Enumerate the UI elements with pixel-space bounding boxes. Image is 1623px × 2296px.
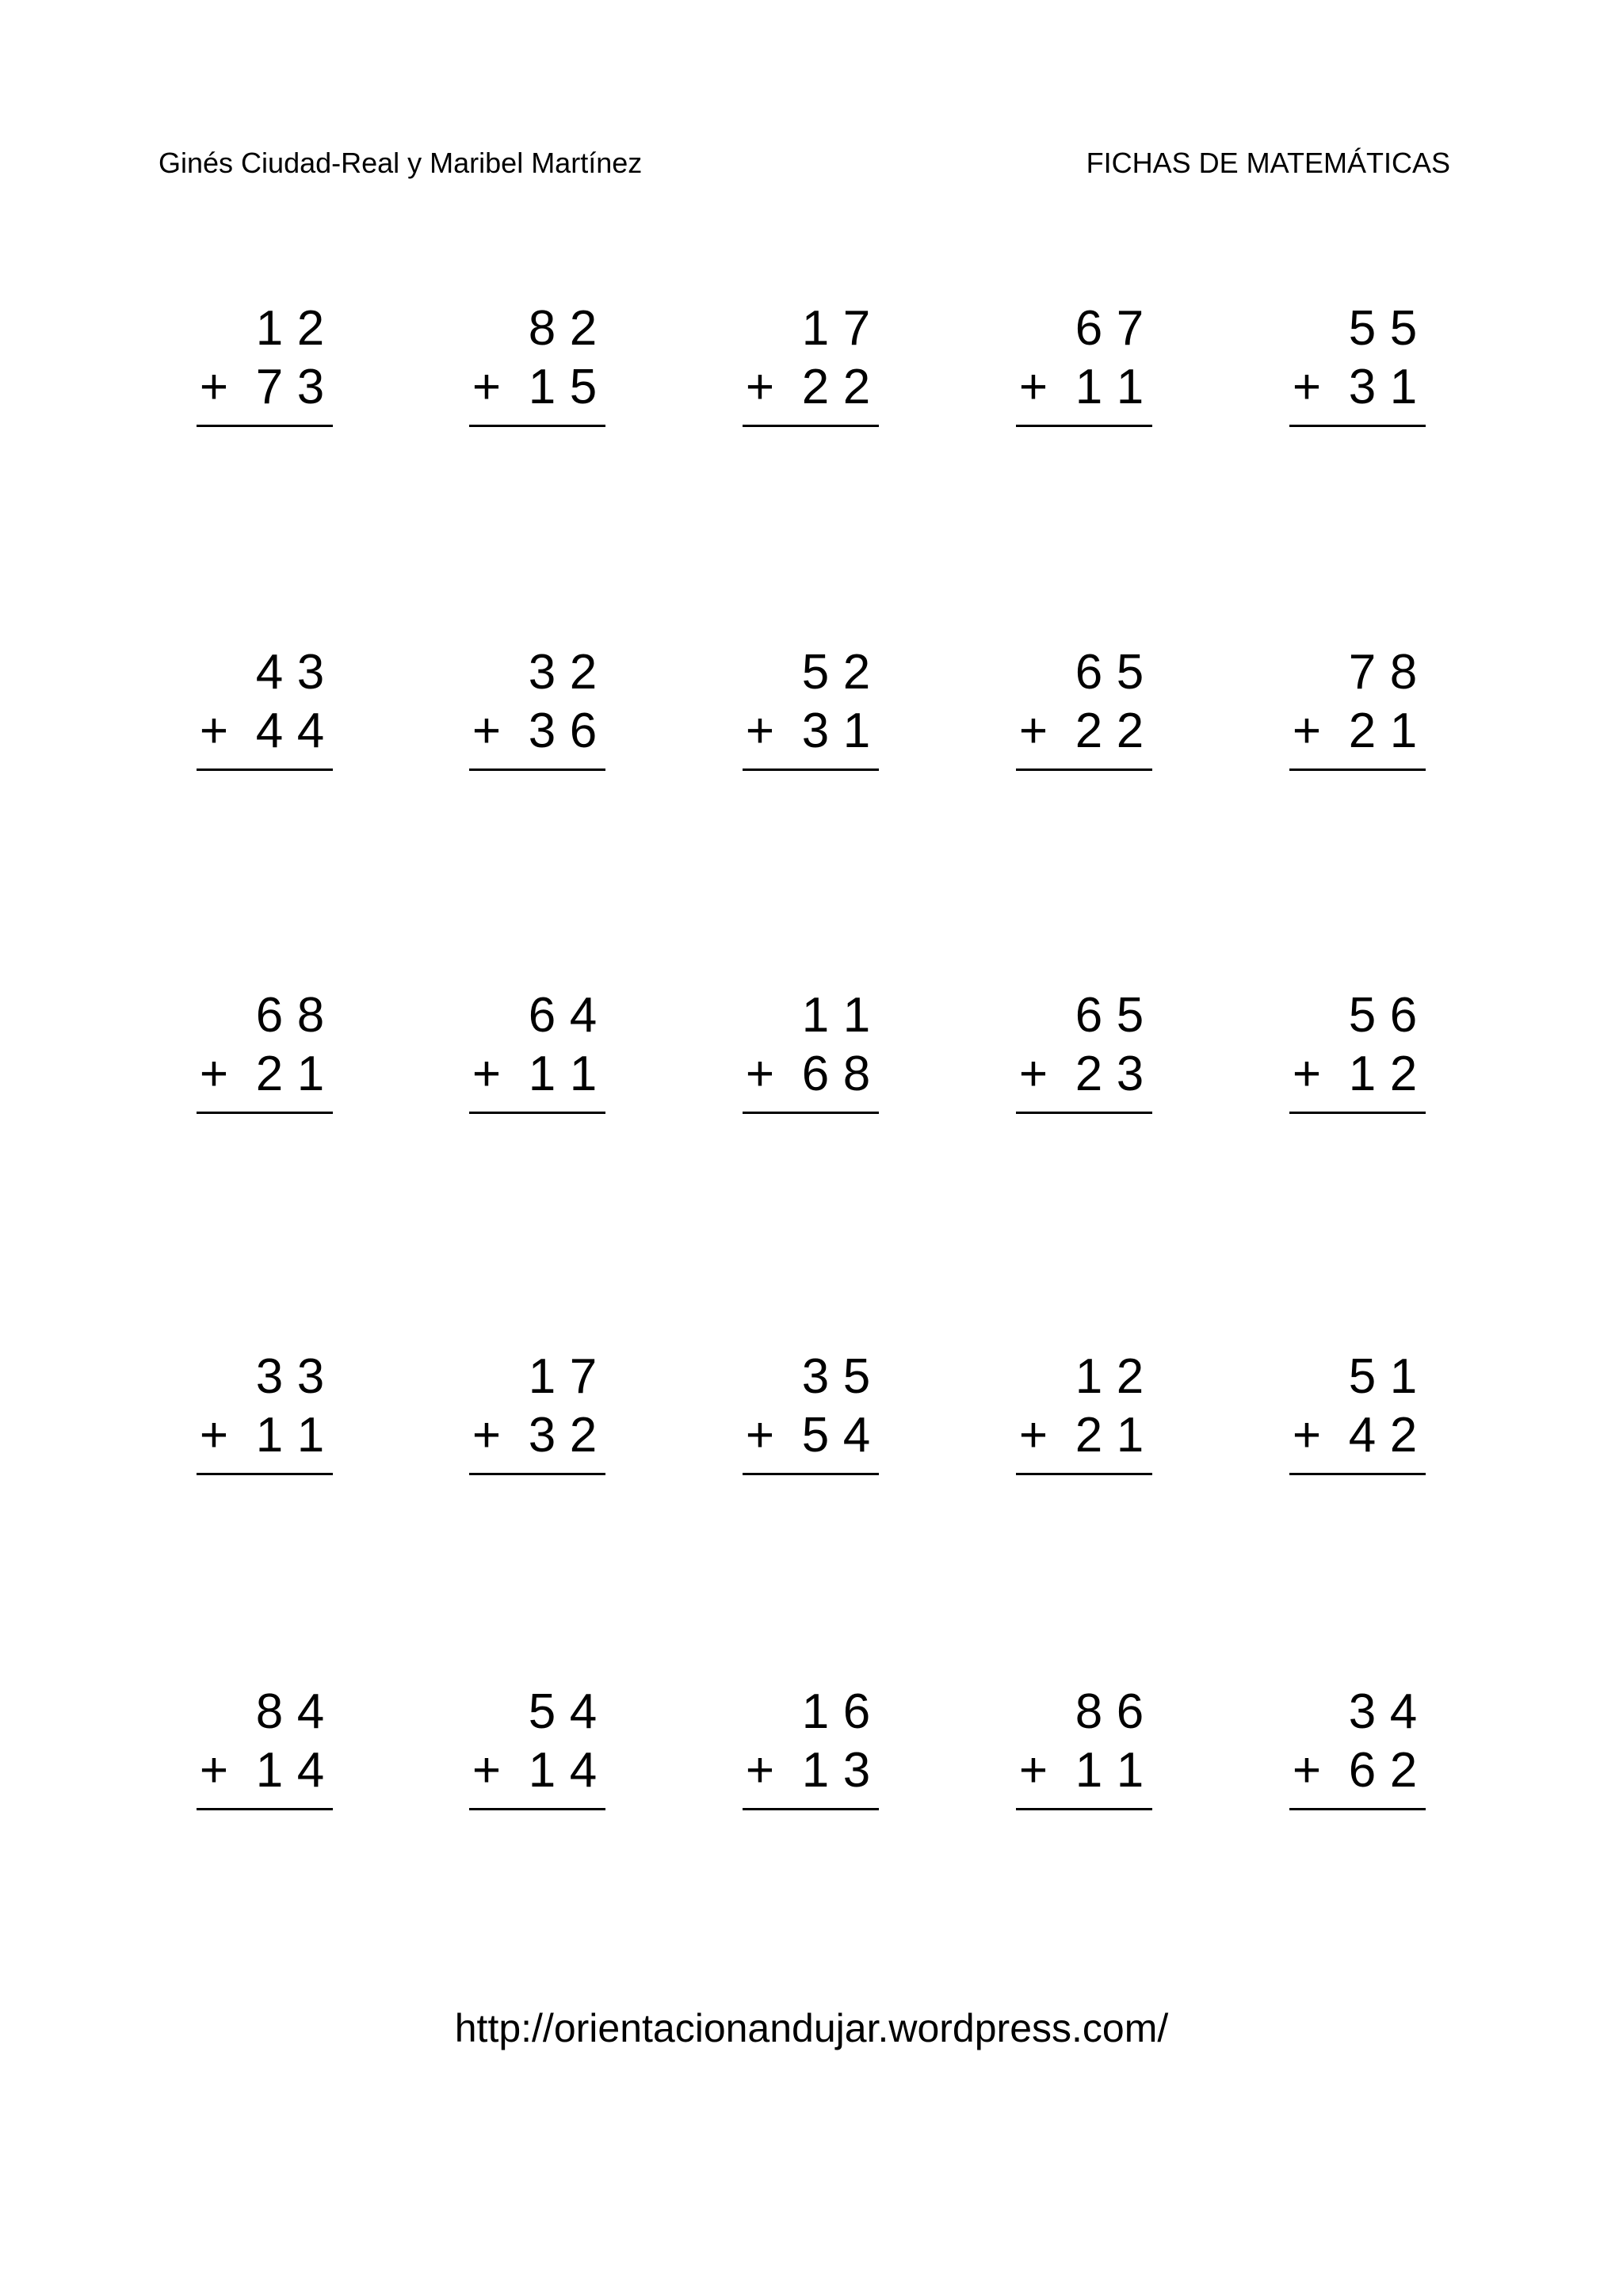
- bottom-operand: [197, 358, 333, 417]
- top-operand: [743, 643, 879, 702]
- bottom-tens-digit: 1: [1075, 360, 1103, 414]
- top-tens-digit: 7: [1348, 645, 1377, 700]
- top-operand: [743, 986, 879, 1045]
- bottom-units-digit: 1: [1389, 360, 1418, 414]
- top-tens-digit: 1: [528, 1349, 556, 1404]
- bottom-tens-digit: 2: [1075, 1408, 1103, 1463]
- top-operand: [197, 1348, 333, 1406]
- bottom-units-digit: 2: [1116, 704, 1144, 758]
- plus-sign: +: [1292, 704, 1322, 758]
- bottom-operand: [469, 1045, 605, 1104]
- bottom-operand: [469, 702, 605, 761]
- answer-line: [1016, 425, 1152, 427]
- bottom-operand: [197, 702, 333, 761]
- answer-line: [743, 1112, 879, 1114]
- top-units-digit: 4: [1389, 1684, 1418, 1739]
- addition-problem: [743, 1348, 879, 1465]
- top-units-digit: 5: [1389, 301, 1418, 356]
- answer-line: [197, 769, 333, 771]
- addition-problem: [197, 1683, 333, 1800]
- bottom-operand: [1016, 1741, 1152, 1800]
- plus-sign: +: [1018, 360, 1048, 414]
- top-operand: [469, 1348, 605, 1406]
- answer-line: [1016, 769, 1152, 771]
- top-operand: [743, 299, 879, 358]
- answer-line: [1289, 425, 1426, 427]
- bottom-units-digit: 2: [1389, 1047, 1418, 1101]
- plus-sign: +: [472, 360, 502, 414]
- top-units-digit: 3: [296, 1349, 325, 1404]
- plus-sign: +: [745, 1047, 775, 1101]
- addition-problem: [197, 986, 333, 1104]
- plus-sign: +: [745, 1743, 775, 1798]
- bottom-tens-digit: 1: [528, 1047, 556, 1101]
- addition-problem: [1016, 1348, 1152, 1465]
- plus-sign: +: [472, 1047, 502, 1101]
- plus-sign: +: [199, 1408, 229, 1463]
- bottom-tens-digit: 1: [1075, 1743, 1103, 1798]
- top-tens-digit: 5: [801, 645, 830, 700]
- top-tens-digit: 1: [1075, 1349, 1103, 1404]
- addition-problem: [469, 1683, 605, 1800]
- bottom-units-digit: 4: [296, 704, 325, 758]
- top-units-digit: 7: [842, 301, 871, 356]
- addition-problem: [743, 1683, 879, 1800]
- bottom-tens-digit: 4: [1348, 1408, 1377, 1463]
- bottom-tens-digit: 6: [801, 1047, 830, 1101]
- top-tens-digit: 8: [1075, 1684, 1103, 1739]
- plus-sign: +: [1292, 1743, 1322, 1798]
- addition-problem: [743, 986, 879, 1104]
- header-authors: Ginés Ciudad-Real y Maribel Martínez: [158, 147, 643, 179]
- bottom-units-digit: 1: [296, 1408, 325, 1463]
- top-units-digit: 2: [569, 301, 598, 356]
- bottom-tens-digit: 1: [255, 1408, 284, 1463]
- addition-problem: [1289, 1348, 1426, 1465]
- bottom-tens-digit: 3: [1348, 360, 1377, 414]
- top-units-digit: 4: [569, 988, 598, 1043]
- answer-line: [1289, 1473, 1426, 1475]
- plus-sign: +: [1018, 1408, 1048, 1463]
- answer-line: [1016, 1808, 1152, 1810]
- plus-sign: +: [1292, 1047, 1322, 1101]
- bottom-operand: [743, 1406, 879, 1465]
- top-operand: [197, 1683, 333, 1741]
- top-tens-digit: 5: [1348, 1349, 1377, 1404]
- addition-problem: [197, 643, 333, 761]
- plus-sign: +: [1018, 1743, 1048, 1798]
- top-tens-digit: 6: [255, 988, 284, 1043]
- bottom-operand: [1289, 702, 1426, 761]
- addition-problem: [197, 1348, 333, 1465]
- bottom-tens-digit: 3: [528, 704, 556, 758]
- top-tens-digit: 5: [1348, 301, 1377, 356]
- addition-problem: [469, 299, 605, 417]
- bottom-units-digit: 4: [296, 1743, 325, 1798]
- bottom-units-digit: 2: [842, 360, 871, 414]
- bottom-units-digit: 3: [296, 360, 325, 414]
- answer-line: [1289, 1112, 1426, 1114]
- top-operand: [197, 299, 333, 358]
- bottom-units-digit: 4: [569, 1743, 598, 1798]
- top-operand: [469, 643, 605, 702]
- top-units-digit: 1: [1389, 1349, 1418, 1404]
- bottom-tens-digit: 3: [528, 1408, 556, 1463]
- top-operand: [469, 1683, 605, 1741]
- top-units-digit: 3: [296, 645, 325, 700]
- top-units-digit: 4: [296, 1684, 325, 1739]
- bottom-operand: [197, 1406, 333, 1465]
- bottom-tens-digit: 1: [528, 360, 556, 414]
- addition-problem: [469, 986, 605, 1104]
- top-operand: [1289, 643, 1426, 702]
- top-operand: [1289, 299, 1426, 358]
- top-operand: [1016, 1348, 1152, 1406]
- bottom-tens-digit: 2: [1075, 1047, 1103, 1101]
- bottom-operand: [743, 358, 879, 417]
- top-tens-digit: 8: [255, 1684, 284, 1739]
- top-tens-digit: 3: [801, 1349, 830, 1404]
- bottom-units-digit: 2: [1389, 1743, 1418, 1798]
- bottom-operand: [469, 358, 605, 417]
- top-tens-digit: 6: [1075, 301, 1103, 356]
- bottom-units-digit: 1: [296, 1047, 325, 1101]
- addition-problem: [743, 299, 879, 417]
- bottom-units-digit: 1: [1389, 704, 1418, 758]
- addition-problem: [197, 299, 333, 417]
- top-operand: [1016, 986, 1152, 1045]
- addition-problem: [1289, 643, 1426, 761]
- bottom-units-digit: 3: [842, 1743, 871, 1798]
- bottom-operand: [197, 1045, 333, 1104]
- bottom-operand: [1016, 358, 1152, 417]
- bottom-units-digit: 4: [842, 1408, 871, 1463]
- top-operand: [1016, 643, 1152, 702]
- bottom-operand: [469, 1741, 605, 1800]
- plus-sign: +: [472, 1408, 502, 1463]
- answer-line: [197, 1808, 333, 1810]
- top-units-digit: 6: [842, 1684, 871, 1739]
- bottom-units-digit: 1: [842, 704, 871, 758]
- top-tens-digit: 6: [528, 988, 556, 1043]
- plus-sign: +: [1018, 704, 1048, 758]
- answer-line: [197, 1473, 333, 1475]
- bottom-units-digit: 6: [569, 704, 598, 758]
- bottom-tens-digit: 3: [801, 704, 830, 758]
- bottom-tens-digit: 5: [801, 1408, 830, 1463]
- bottom-tens-digit: 1: [528, 1743, 556, 1798]
- addition-problem: [1016, 1683, 1152, 1800]
- top-operand: [1016, 299, 1152, 358]
- top-units-digit: 6: [1389, 988, 1418, 1043]
- answer-line: [743, 1808, 879, 1810]
- answer-line: [743, 1473, 879, 1475]
- plus-sign: +: [745, 1408, 775, 1463]
- top-tens-digit: 1: [801, 1684, 830, 1739]
- bottom-tens-digit: 1: [801, 1743, 830, 1798]
- top-units-digit: 2: [296, 301, 325, 356]
- bottom-tens-digit: 1: [255, 1743, 284, 1798]
- bottom-units-digit: 2: [569, 1408, 598, 1463]
- bottom-operand: [1289, 358, 1426, 417]
- top-operand: [743, 1683, 879, 1741]
- top-units-digit: 8: [296, 988, 325, 1043]
- top-operand: [1289, 1683, 1426, 1741]
- top-units-digit: 7: [569, 1349, 598, 1404]
- plus-sign: +: [1018, 1047, 1048, 1101]
- answer-line: [469, 425, 605, 427]
- plus-sign: +: [472, 1743, 502, 1798]
- top-tens-digit: 8: [528, 301, 556, 356]
- bottom-operand: [1289, 1406, 1426, 1465]
- addition-problem: [1016, 643, 1152, 761]
- top-units-digit: 8: [1389, 645, 1418, 700]
- header-title: FICHAS DE MATEMÁTICAS: [1086, 147, 1450, 179]
- top-tens-digit: 3: [1348, 1684, 1377, 1739]
- top-units-digit: 2: [1116, 1349, 1144, 1404]
- top-tens-digit: 1: [255, 301, 284, 356]
- plus-sign: +: [199, 1743, 229, 1798]
- answer-line: [1289, 769, 1426, 771]
- bottom-units-digit: 5: [569, 360, 598, 414]
- answer-line: [469, 1808, 605, 1810]
- answer-line: [1289, 1808, 1426, 1810]
- addition-problem: [1289, 299, 1426, 417]
- top-tens-digit: 5: [1348, 988, 1377, 1043]
- bottom-units-digit: 1: [1116, 1743, 1144, 1798]
- bottom-units-digit: 1: [1116, 1408, 1144, 1463]
- bottom-operand: [743, 702, 879, 761]
- top-tens-digit: 6: [1075, 988, 1103, 1043]
- bottom-tens-digit: 1: [1348, 1047, 1377, 1101]
- addition-problem: [469, 1348, 605, 1465]
- plus-sign: +: [199, 1047, 229, 1101]
- plus-sign: +: [199, 704, 229, 758]
- bottom-operand: [1016, 702, 1152, 761]
- top-operand: [469, 299, 605, 358]
- bottom-operand: [469, 1406, 605, 1465]
- bottom-operand: [1289, 1741, 1426, 1800]
- plus-sign: +: [472, 704, 502, 758]
- answer-line: [469, 1473, 605, 1475]
- answer-line: [197, 1112, 333, 1114]
- top-tens-digit: 3: [528, 645, 556, 700]
- top-units-digit: 2: [842, 645, 871, 700]
- bottom-tens-digit: 2: [1348, 704, 1377, 758]
- answer-line: [1016, 1112, 1152, 1114]
- top-units-digit: 5: [842, 1349, 871, 1404]
- plus-sign: +: [199, 360, 229, 414]
- top-units-digit: 1: [842, 988, 871, 1043]
- top-operand: [1016, 1683, 1152, 1741]
- top-operand: [1289, 986, 1426, 1045]
- top-units-digit: 2: [569, 645, 598, 700]
- bottom-tens-digit: 2: [801, 360, 830, 414]
- bottom-units-digit: 1: [569, 1047, 598, 1101]
- top-units-digit: 4: [569, 1684, 598, 1739]
- top-tens-digit: 1: [801, 301, 830, 356]
- plus-sign: +: [745, 360, 775, 414]
- answer-line: [743, 769, 879, 771]
- bottom-units-digit: 8: [842, 1047, 871, 1101]
- bottom-operand: [743, 1741, 879, 1800]
- top-tens-digit: 3: [255, 1349, 284, 1404]
- top-operand: [1289, 1348, 1426, 1406]
- answer-line: [743, 425, 879, 427]
- bottom-operand: [1289, 1045, 1426, 1104]
- top-tens-digit: 4: [255, 645, 284, 700]
- bottom-operand: [197, 1741, 333, 1800]
- top-operand: [469, 986, 605, 1045]
- top-units-digit: 5: [1116, 988, 1144, 1043]
- addition-problem: [1289, 1683, 1426, 1800]
- plus-sign: +: [745, 704, 775, 758]
- bottom-operand: [743, 1045, 879, 1104]
- addition-problem: [743, 643, 879, 761]
- plus-sign: +: [1292, 360, 1322, 414]
- bottom-tens-digit: 4: [255, 704, 284, 758]
- top-operand: [197, 986, 333, 1045]
- bottom-units-digit: 2: [1389, 1408, 1418, 1463]
- top-tens-digit: 1: [801, 988, 830, 1043]
- top-tens-digit: 6: [1075, 645, 1103, 700]
- addition-problem: [1016, 299, 1152, 417]
- answer-line: [197, 425, 333, 427]
- top-units-digit: 7: [1116, 301, 1144, 356]
- plus-sign: +: [1292, 1408, 1322, 1463]
- answer-line: [1016, 1473, 1152, 1475]
- top-units-digit: 5: [1116, 645, 1144, 700]
- top-operand: [197, 643, 333, 702]
- bottom-operand: [1016, 1406, 1152, 1465]
- top-tens-digit: 5: [528, 1684, 556, 1739]
- bottom-tens-digit: 2: [1075, 704, 1103, 758]
- bottom-tens-digit: 7: [255, 360, 284, 414]
- bottom-units-digit: 3: [1116, 1047, 1144, 1101]
- footer-url: http://orientacionandujar.wordpress.com/: [454, 2006, 1169, 2050]
- top-units-digit: 6: [1116, 1684, 1144, 1739]
- addition-problem: [1016, 986, 1152, 1104]
- bottom-operand: [1016, 1045, 1152, 1104]
- addition-problem: [469, 643, 605, 761]
- answer-line: [469, 1112, 605, 1114]
- bottom-tens-digit: 6: [1348, 1743, 1377, 1798]
- answer-line: [469, 769, 605, 771]
- top-operand: [743, 1348, 879, 1406]
- addition-problem: [1289, 986, 1426, 1104]
- bottom-tens-digit: 2: [255, 1047, 284, 1101]
- bottom-units-digit: 1: [1116, 360, 1144, 414]
